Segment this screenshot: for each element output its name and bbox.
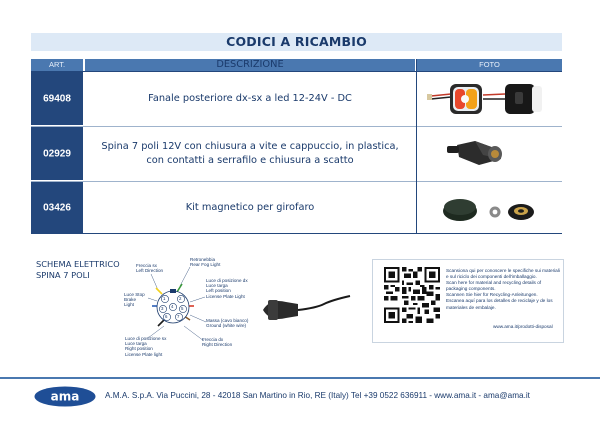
page-title: CODICI A RICAMBIO xyxy=(226,34,367,49)
table-divider xyxy=(31,71,562,72)
recycling-line: Scan here for material and recycling details of xyxy=(446,280,542,286)
photo-led-rear-lamps xyxy=(417,72,562,125)
schema-title xyxy=(36,259,120,281)
description-line: Spina 7 poli 12V con chiusura a vite e cappuccio, in plastica, xyxy=(101,140,399,152)
photo-7-pin-plug xyxy=(417,127,562,180)
description-cell xyxy=(85,182,415,233)
description-line: Fanale posteriore dx-sx a led 12-24V - DC xyxy=(148,92,352,104)
column-divider xyxy=(416,59,417,233)
label-massa: Massa (cavo bianco) Ground (white wire) xyxy=(206,318,249,329)
pin-label: 7 xyxy=(177,314,180,319)
pin-label: 2 xyxy=(179,296,182,301)
recycling-line: Scannen Sie hier für Recycling-Anleitungen. xyxy=(446,292,538,298)
pin-label: 5 xyxy=(181,306,184,311)
recycling-url[interactable]: www.ama.it/prodotti-disposal xyxy=(493,324,553,329)
art-code: 69408 xyxy=(43,93,71,104)
label-posizione-sx: Luce di posizione sx Luce targa Right position License Plate light xyxy=(125,336,167,357)
title-bar xyxy=(31,33,562,51)
table-divider xyxy=(31,126,562,127)
header-art: ART. xyxy=(31,59,83,71)
pin-label: 4 xyxy=(171,304,174,309)
pin-label: 3 xyxy=(161,306,164,311)
description-line: Kit magnetico per girofaro xyxy=(185,201,315,213)
label-posizione-dx: Luce di posizione dx Luce targa Left position License Plate Light xyxy=(206,278,248,299)
company-info: A.M.A. S.p.A. Via Puccini, 28 - 42018 San Martino in Rio, RE (Italy) Tel +39 0522 636911 - www.ama.it - ama@ama.it xyxy=(105,391,530,400)
recycling-line: packaging components. xyxy=(446,286,496,292)
art-code: 03426 xyxy=(43,202,71,213)
label-freccia-dx: Freccia dx Right Direction xyxy=(202,337,233,348)
description-cell xyxy=(85,127,415,180)
schema-title-line: SPINA 7 POLI xyxy=(36,270,90,280)
label-freccia-sx: Freccia sx Left Direction xyxy=(136,263,164,274)
header-foto: FOTO xyxy=(417,59,562,71)
art-cell xyxy=(31,72,83,125)
schema-title-line: SCHEMA ELETTRICO xyxy=(36,259,120,269)
pin-label: 1 xyxy=(163,296,166,301)
recycling-line: materiales de embalaje. xyxy=(446,304,496,310)
description-line: con contatti a serrafilo e chiusura a scatto xyxy=(146,154,354,166)
footer-divider xyxy=(0,377,600,379)
recycling-text xyxy=(446,268,559,311)
table-divider xyxy=(31,233,562,234)
pin-label: 6 xyxy=(165,314,168,319)
ama-logo xyxy=(34,386,96,407)
header-descrizione: DESCRIZIONE xyxy=(85,59,415,71)
svg-text:ama: ama xyxy=(50,389,80,404)
wiring-diagram xyxy=(120,250,360,365)
recycling-line: e sul riciclo dei componenti dell'imballaggio. xyxy=(446,274,537,280)
recycling-line: Escanea aquí para los detalles de reciclaje y de los xyxy=(446,298,553,304)
photo-magnetic-kit xyxy=(417,182,562,233)
art-cell xyxy=(31,182,83,233)
art-code: 02929 xyxy=(43,148,71,159)
description-cell xyxy=(85,72,415,125)
label-retronebbia: Retronebbia Rear Fog Light xyxy=(190,257,221,268)
table-divider xyxy=(31,181,562,182)
label-luce-stop: Luce Stop Brake Light xyxy=(124,292,145,308)
art-cell xyxy=(31,127,83,180)
qr-code[interactable] xyxy=(384,266,440,324)
recycling-line: Scansiona qui per conoscere le specifiche sui materiali xyxy=(446,268,560,273)
